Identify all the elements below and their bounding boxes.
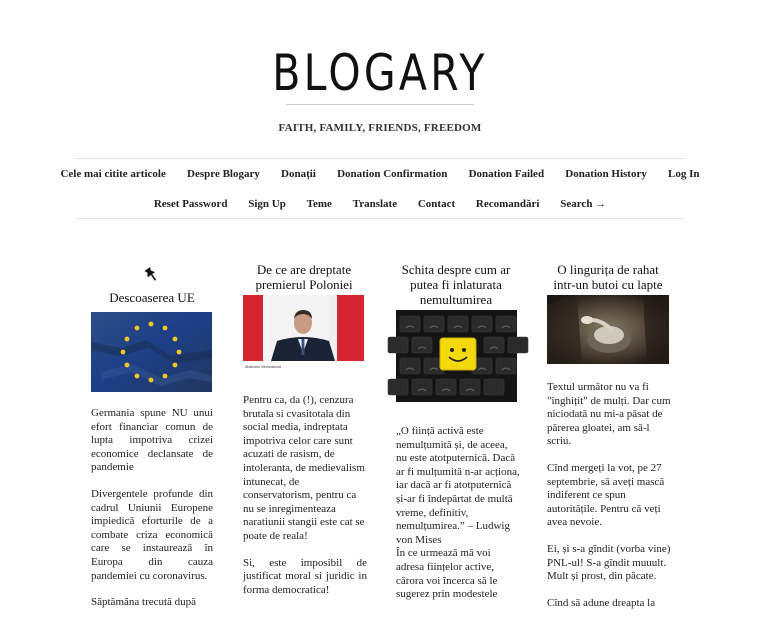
- nav-item-log-in[interactable]: Log In: [668, 168, 700, 180]
- nav-item-translate[interactable]: Translate: [352, 198, 398, 210]
- post-excerpt: [396, 425, 520, 615]
- nav-item-recommendations[interactable]: Recomandări: [475, 198, 540, 210]
- nav-row-1: [60, 168, 700, 180]
- nav-item-themes[interactable]: Teme: [306, 198, 332, 210]
- spoon-barrel-image[interactable]: [547, 295, 669, 364]
- post-title[interactable]: De ce are dreptate premierul Poloniei: [255, 262, 353, 292]
- nav-item-donation-confirmation[interactable]: Donation Confirmation: [337, 168, 448, 180]
- post-excerpt: [547, 381, 671, 623]
- post-paragraph: Cînd să adune dreapta la: [547, 596, 656, 609]
- post-title[interactable]: O lingurița de rahat intr-un butoi cu lapte: [553, 262, 663, 292]
- post-title[interactable]: Schita despre cum ar putea fi inlaturata nemultumirea: [401, 262, 511, 307]
- nav-item-donation-failed[interactable]: Donation Failed: [468, 168, 545, 180]
- post-paragraph: Săptămâna trecută după: [91, 596, 197, 609]
- post-paragraph: Pentru ca, da (!), cenzura brutala si cvasitotala din social media, indreptata impotriva celor care sunt acuzati de rasism, de intoleranta, de medievalism intunecat, de conservatorism, pentru ca nu se inregimenteaza naratiunii stangii este cat se poate de reala!: [243, 394, 365, 542]
- nav-item-donations[interactable]: Donații: [281, 168, 316, 180]
- nav-top-divider: [76, 158, 684, 159]
- pushpin-icon: [140, 266, 162, 284]
- title-divider: [286, 104, 474, 105]
- nav-item-search[interactable]: Search →: [560, 198, 607, 210]
- post-paragraph: Cînd mergeți la vot, pe 27 septembrie, să aveți mască indiferent ce spun autoritățile. Pentru că veți avea nevoie.: [547, 461, 665, 529]
- post-paragraph: Ei, și s-a gîndit (vorba vine) PNL-ul! S-a gîndit muuult. Mult și prost, din păcate.: [547, 542, 671, 583]
- site-title[interactable]: BLOGARY: [272, 44, 488, 102]
- post-title[interactable]: Descoaserea UE: [109, 290, 195, 305]
- nav-item-most-read[interactable]: Cele mai citite articole: [60, 168, 166, 180]
- post-excerpt: [91, 407, 213, 623]
- nav-item-donation-history[interactable]: Donation History: [565, 168, 647, 180]
- post-excerpt: [243, 394, 367, 610]
- keyboard-smiley-image[interactable]: [396, 310, 517, 402]
- nav-row-2: [76, 198, 684, 210]
- site-tagline: FAITH, FAMILY, FRIENDS, FREEDOM: [278, 122, 482, 134]
- image-caption: Mateusz Morawiecki: [245, 364, 282, 369]
- post-paragraph: Germania spune NU unui efort financiar comun de lupta impotriva crizei economice declansate de pandemie: [91, 407, 213, 474]
- post-paragraph: Divergentele profunde din cadrul Uniunii Europene impiedică eforturile de a combate criza economică care se instaurează în Europa din cauza pandemiei cu coronavirus.: [91, 487, 213, 582]
- post-paragraph: În ce urmează mă voi adresa ființelor active, cărora voi încerca să le sugerez prin modestele: [396, 547, 498, 601]
- nav-item-about[interactable]: Despre Blogary: [187, 168, 260, 180]
- nav-item-reset-password[interactable]: Reset Password: [153, 198, 228, 210]
- eu-flag-image[interactable]: [91, 312, 212, 392]
- nav-item-sign-up[interactable]: Sign Up: [248, 198, 286, 210]
- nav-item-contact[interactable]: Contact: [417, 198, 456, 210]
- nav-bottom-divider: [76, 218, 684, 219]
- post-paragraph: Textul următor nu va fi "înghițit" de mulți. Dar cum niciodată nu mi-a păsat de părerea gloatei, am să-l scriu.: [547, 381, 671, 448]
- polish-prime-minister-image[interactable]: [243, 295, 364, 375]
- post-paragraph: Si, este imposibil de justificat moral si juridic in forma democratica!: [243, 556, 367, 596]
- post-paragraph: „O ființă activă este nemulțumită și, de aceea, nu este atotputernică. Dacă ar fi mulțumită n-ar acționa, iar dacă ar fi atotputernică și-ar fi îndepărtat de multă vreme, definitiv, nemulțumirea.” – Ludwig von Mises: [396, 425, 520, 546]
